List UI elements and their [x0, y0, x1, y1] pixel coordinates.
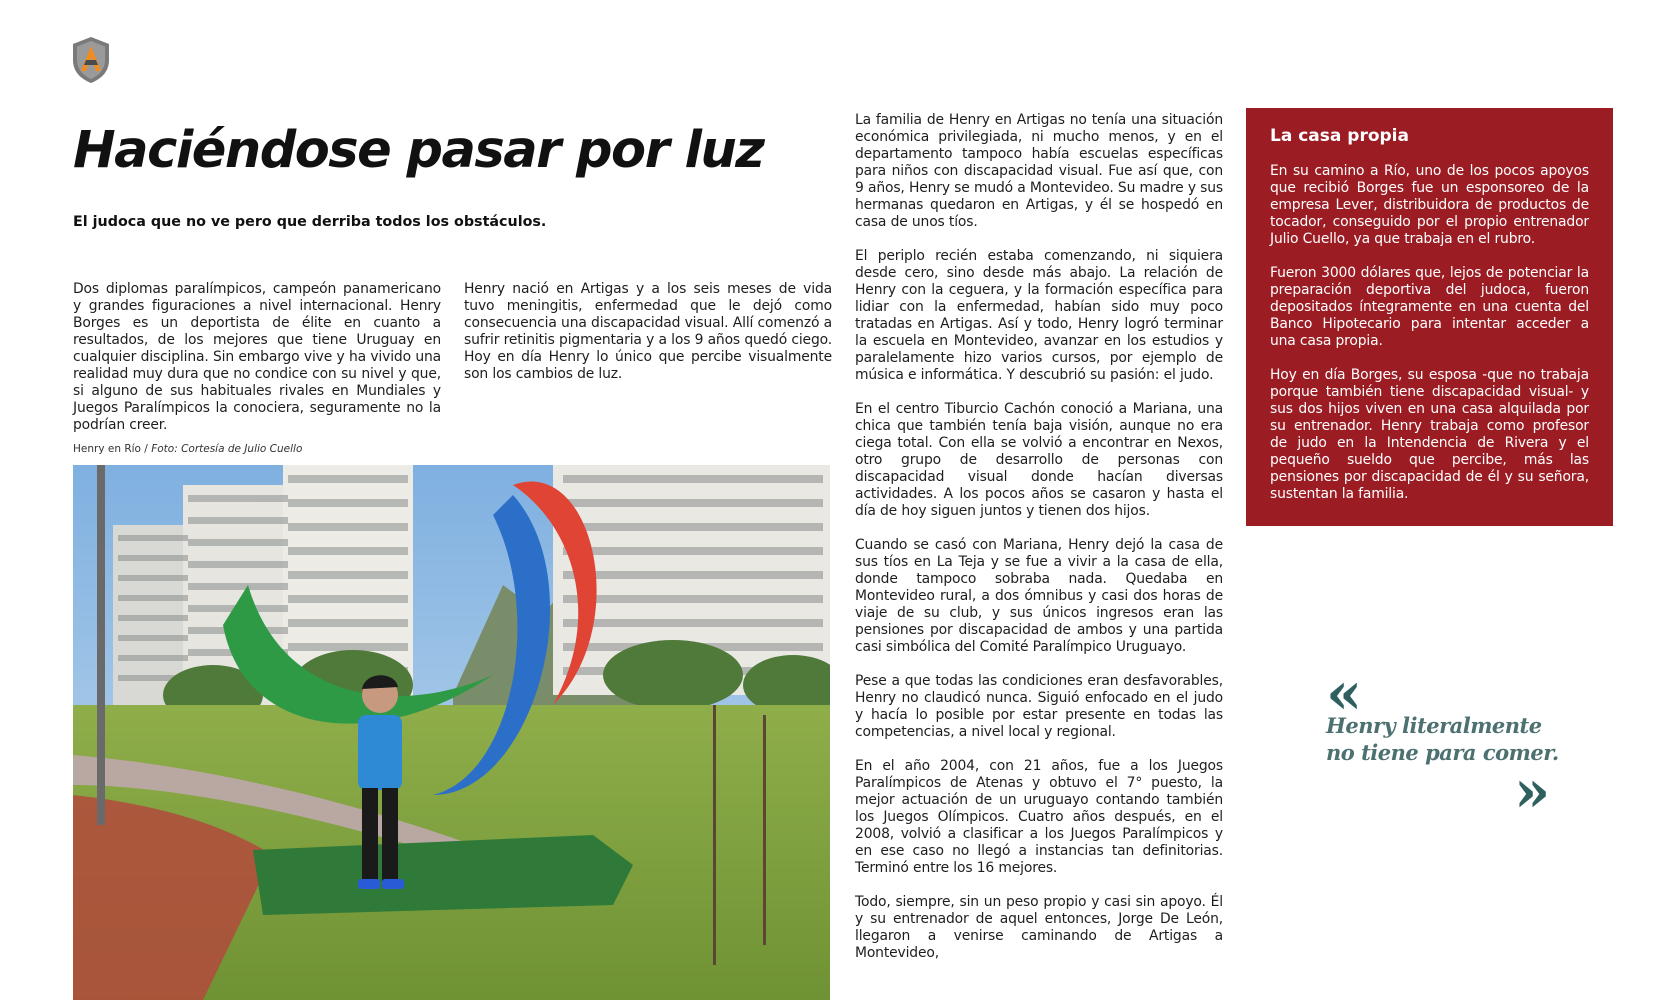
intro-column-2	[464, 281, 832, 400]
photo-credit: Foto: Cortesía de Julio Cuello	[151, 443, 303, 455]
open-quote-icon: «	[1326, 659, 1363, 727]
article-title: Haciéndose pasar por luz	[73, 121, 764, 180]
intro-column-1	[73, 281, 441, 451]
close-quote-icon: »	[1514, 757, 1551, 825]
pull-quote-text: Henry literalmente no tiene para comer.	[1326, 713, 1559, 765]
sidebar-title: La casa propia	[1270, 126, 1409, 146]
paragraph: La familia de Henry en Artigas no tenía una situación económica privilegiada, ni mucho menos, y en el departamento tampoco había escuelas específicas para niños con discapacidad visual. Fue así que, con 9 años, Henry se mudó a Montevideo. Su madre y sus hermanas quedaron en Artigas, y él se hospedó en casa de unos tíos.	[855, 112, 1223, 230]
sidebar-box	[1246, 108, 1613, 526]
article-photo	[73, 465, 830, 1000]
paragraph: En el centro Tiburcio Cachón conoció a Mariana, una chica que también tenía baja visión, aunque no era ciega total. Con ella se volvió a encontrar en Nexos, otro grupo de desarrollo de personas con discapacidad visual donde hacían diversas actividades. A los pocos años se casaron y hasta el día de hoy siguen juntos y tienen dos hijos.	[855, 401, 1223, 519]
paragraph: En el año 2004, con 21 años, fue a los Juegos Paralímpicos de Atenas y obtuvo el 7° puesto, la mejor actuación de un uruguayo contando también los Juegos Olímpicos. Cuatro años después, en el 2008, volvió a clasificar a los Juegos Paralímpicos y en ese caso no llegó a instancias tan definitorias. Terminó entre los 16 mejores.	[855, 758, 1223, 876]
pull-quote	[1326, 659, 1566, 825]
paragraph: Cuando se casó con Mariana, Henry dejó la casa de sus tíos en La Teja y se fue a vivir a la casa de ella, donde tampoco sobraba nada. Quedaba en Montevideo rural, a dos ómnibus y casi dos horas de viaje de su club, y sus únicos ingresos eran las pensiones por discapacidad de ambos y una partida casi simbólica del Comité Paralímpico Uruguayo.	[855, 537, 1223, 655]
paragraph: Todo, siempre, sin un peso propio y casi sin apoyo. Él y su entrenador de aquel entonces, Jorge De León, llegaron a venirse caminando de Artigas a Montevideo,	[855, 894, 1223, 961]
paragraph: Dos diplomas paralímpicos, campeón panamericano y grandes figuraciones a nivel internacional. Henry Borges es un deportista de élite en cuanto a resultados, de los mejores que tiene Uruguay en cualquier disciplina. Sin embargo vive y ha vivido una realidad muy dura que no condice con su nivel y que, si alguno de sus habituales rivales en Mundiales y Juegos Paralímpicos la conociera, seguramente no la podrían creer.	[73, 281, 441, 433]
sidebar-paragraph: Hoy en día Borges, su esposa -que no trabaja porque también tiene discapacidad visual- y sus dos hijos viven en una casa alquilada por su entrenador. Henry trabaja como profesor de judo en la Intendencia de Rivera y el pequeño sueldo que percibe, más las pensiones por discapacidad de él y su señora, sustentan la familia.	[1270, 367, 1589, 502]
sidebar-body	[1270, 163, 1589, 503]
paragraph: Pese a que todas las condiciones eran desfavorables, Henry no claudicó nunca. Siguió enfocado en el judo y hacía lo posible por estar presente en todas las competencias, a nivel local y regional.	[855, 673, 1223, 740]
sidebar-paragraph: En su camino a Río, uno de los pocos apoyos que recibió Borges fue un esponsoreo de la empresa Lever, distribuidora de productos de tocador, conseguido por el propio entrenador Julio Cuello, ya que trabaja en el rubro.	[1270, 163, 1589, 247]
paragraph: Henry nació en Artigas y a los seis meses de vida tuvo meningitis, enfermedad que le dejó como consecuencia una discapacidad visual. Allí comenzó a sufrir retinitis pigmentaria y a los 9 años quedó ciego. Hoy en día Henry lo único que percibe visualmente son los cambios de luz.	[464, 281, 832, 382]
body-column-3	[855, 112, 1223, 979]
photo-caption-place: Henry en Río /	[73, 443, 152, 455]
sidebar-paragraph: Fueron 3000 dólares que, lejos de potenciar la preparación deportiva del judoca, fueron depositados íntegramente en una cuenta del Banco Hipotecario para intentar acceder a una casa propia.	[1270, 265, 1589, 349]
paragraph: El periplo recién estaba comenzando, ni siquiera desde cero, sino desde más abajo. La relación de Henry con la ceguera, y la formación específica para lidiar con la enfermedad, habían sido muy poco tratadas en Artigas. Así y todo, Henry logró terminar la escuela en Montevideo, avanzar en los estudios y paralelamente hizo varios cursos, por ejemplo de música e informática. Y descubrió su pasión: el judo.	[855, 248, 1223, 383]
article-subtitle: El judoca que no ve pero que derriba todos los obstáculos.	[73, 214, 547, 230]
shield-logo-icon	[71, 36, 111, 84]
photo-caption	[73, 443, 302, 455]
